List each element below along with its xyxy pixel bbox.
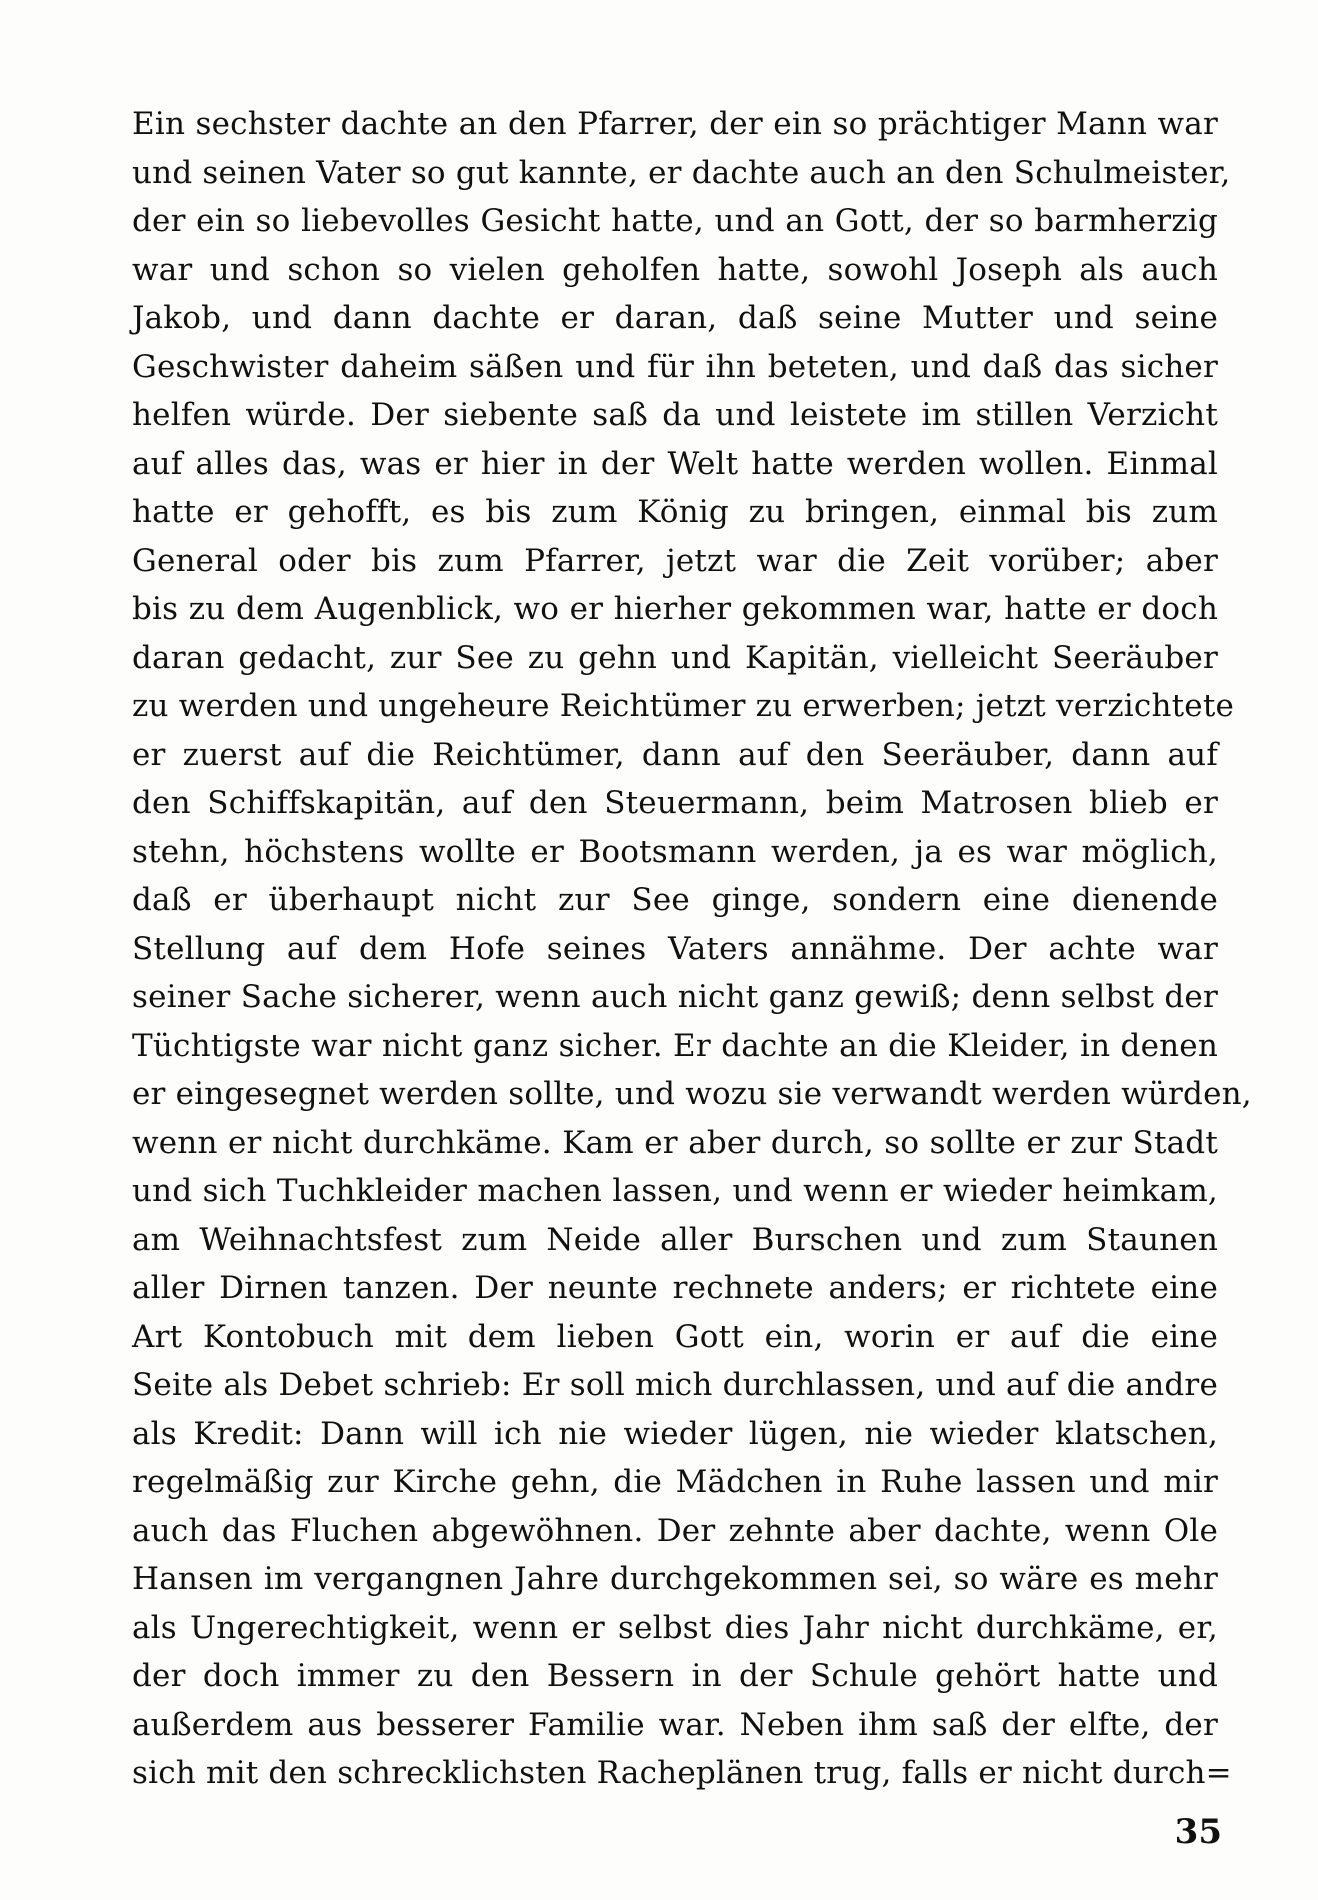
page-number: 35	[1174, 1812, 1222, 1852]
text-line: auf alles das, was er hier in der Welt hatte werden wollen. Einmal	[132, 445, 1218, 482]
text-line: Tüchtigste war nicht ganz sicher. Er dachte an die Kleider, in denen	[132, 1027, 1218, 1064]
text-line: daran gedacht, zur See zu gehn und Kapitän, vielleicht Seeräuber	[132, 639, 1218, 676]
text-line: und seinen Vater so gut kannte, er dachte auch an den Schulmeister,	[132, 154, 1231, 191]
text-line: und sich Tuchkleider machen lassen, und wenn er wieder heimkam,	[132, 1173, 1218, 1209]
text-line: Geschwister daheim säßen und für ihn beteten, und daß das sicher	[132, 348, 1218, 385]
text-line: Jakob, und dann dachte er daran, daß seine Mutter und seine	[132, 300, 1218, 336]
text-line: außerdem aus besserer Familie war. Neben ihm saß der elfte, der	[132, 1706, 1218, 1743]
text-line: aller Dirnen tanzen. Der neunte rechnete anders; er richtete eine	[132, 1270, 1218, 1306]
text-line: regelmäßig zur Kirche gehn, die Mädchen in Ruhe lassen und mir	[132, 1464, 1218, 1500]
body-text	[132, 100, 1252, 1798]
text-line: war und schon so vielen geholfen hatte, sowohl Joseph als auch	[132, 251, 1218, 288]
text-line: der doch immer zu den Bessern in der Schule gehört hatte und	[132, 1658, 1218, 1694]
text-line: seiner Sache sicherer, wenn auch nicht ganz gewiß; denn selbst der	[132, 979, 1218, 1015]
text-line: daß er überhaupt nicht zur See ginge, sondern eine dienende	[132, 882, 1218, 918]
text-line: Stellung auf dem Hofe seines Vaters annähme. Der achte war	[132, 930, 1218, 967]
text-line: General oder bis zum Pfarrer, jetzt war die Zeit vorüber; aber	[132, 542, 1218, 579]
text-line: als Kredit: Dann will ich nie wieder lügen, nie wieder klatschen,	[132, 1415, 1218, 1452]
text-line: Art Kontobuch mit dem lieben Gott ein, worin er auf die eine	[132, 1318, 1218, 1355]
text-line: am Weihnachtsfest zum Neide aller Burschen und zum Staunen	[132, 1221, 1218, 1258]
text-line: Ein sechster dachte an den Pfarrer, der ein so prächtiger Mann war	[132, 106, 1218, 142]
text-line: helfen würde. Der siebente saß da und leistete im stillen Verzicht	[132, 397, 1218, 433]
text-line: sich mit den schrecklichsten Racheplänen trug, falls er nicht durch=	[132, 1755, 1232, 1791]
text-line: er eingesegnet werden sollte, und wozu sie verwandt werden würden,	[132, 1076, 1252, 1112]
text-line: zu werden und ungeheure Reichtümer zu erwerben; jetzt verzichtete	[132, 688, 1235, 724]
text-line: hatte er gehofft, es bis zum König zu bringen, einmal bis zum	[132, 494, 1218, 530]
text-line: als Ungerechtigkeit, wenn er selbst dies Jahr nicht durchkäme, er,	[132, 1609, 1218, 1646]
text-line: wenn er nicht durchkäme. Kam er aber durch, so sollte er zur Stadt	[132, 1124, 1218, 1161]
text-line: stehn, höchstens wollte er Bootsmann werden, ja es war möglich,	[132, 833, 1218, 870]
text-line: Seite als Debet schrieb: Er soll mich durchlassen, und auf die andre	[132, 1367, 1218, 1403]
text-line: den Schiffskapitän, auf den Steuermann, beim Matrosen blieb er	[132, 785, 1218, 821]
text-line: auch das Fluchen abgewöhnen. Der zehnte aber dachte, wenn Ole	[132, 1512, 1218, 1549]
text-line: Hansen im vergangnen Jahre durchgekommen sei, so wäre es mehr	[132, 1561, 1218, 1597]
text-line: er zuerst auf die Reichtümer, dann auf den Seeräuber, dann auf	[132, 736, 1218, 773]
text-line: der ein so liebevolles Gesicht hatte, und an Gott, der so barmherzig	[132, 203, 1218, 239]
text-line: bis zu dem Augenblick, wo er hierher gekommen war, hatte er doch	[132, 591, 1218, 627]
